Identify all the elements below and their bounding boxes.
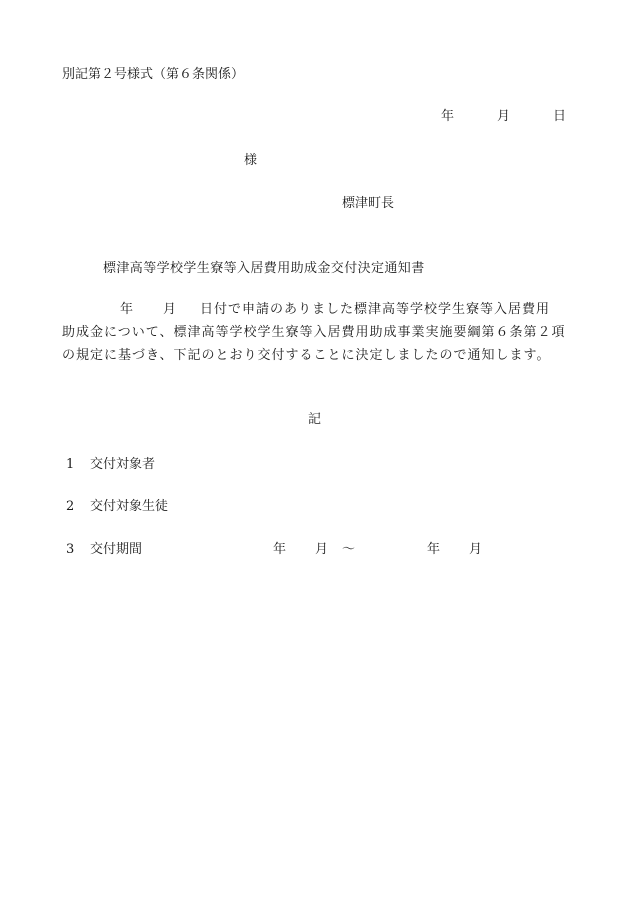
item-label-student: 交付対象生徒 [90,499,169,514]
date-day-label: 日 [553,109,567,124]
item-label-recipient: 交付対象者 [90,457,156,472]
period-start-month: 月 [315,542,329,557]
form-number-label: 別記第２号様式（第６条関係） [62,67,245,82]
body-text-line-2: 助成金について、標津高等学校学生寮等入居費用助成事業実施要綱第６条第２項 [62,325,566,340]
document-title: 標津高等学校学生寮等入居費用助成金交付決定通知書 [103,261,425,276]
body-line1-text: 日付で申請のありました標津高等学校学生寮等入居費用 [200,302,551,317]
item-number: 2 [66,499,75,514]
body-text-line-1 [62,303,550,316]
item-number: 3 [66,542,75,557]
period-end-month: 月 [469,542,483,557]
addressee-suffix: 様 [244,153,258,168]
period-end-year: 年 [427,542,441,557]
period-tilde: ～ [342,542,356,557]
date-year-label: 年 [441,109,455,124]
body-text-line-3: の規定に基づき、下記のとおり交付することに決定しましたので通知します。 [62,348,551,363]
sender-name: 標津町長 [342,196,395,211]
period-start-year: 年 [273,542,287,557]
ki-heading: 記 [308,412,322,427]
date-month-label: 月 [497,109,511,124]
body-year: 年 [120,302,135,317]
item-number: 1 [66,457,75,472]
item-label-period: 交付期間 [90,542,143,557]
body-month: 月 [163,302,178,317]
